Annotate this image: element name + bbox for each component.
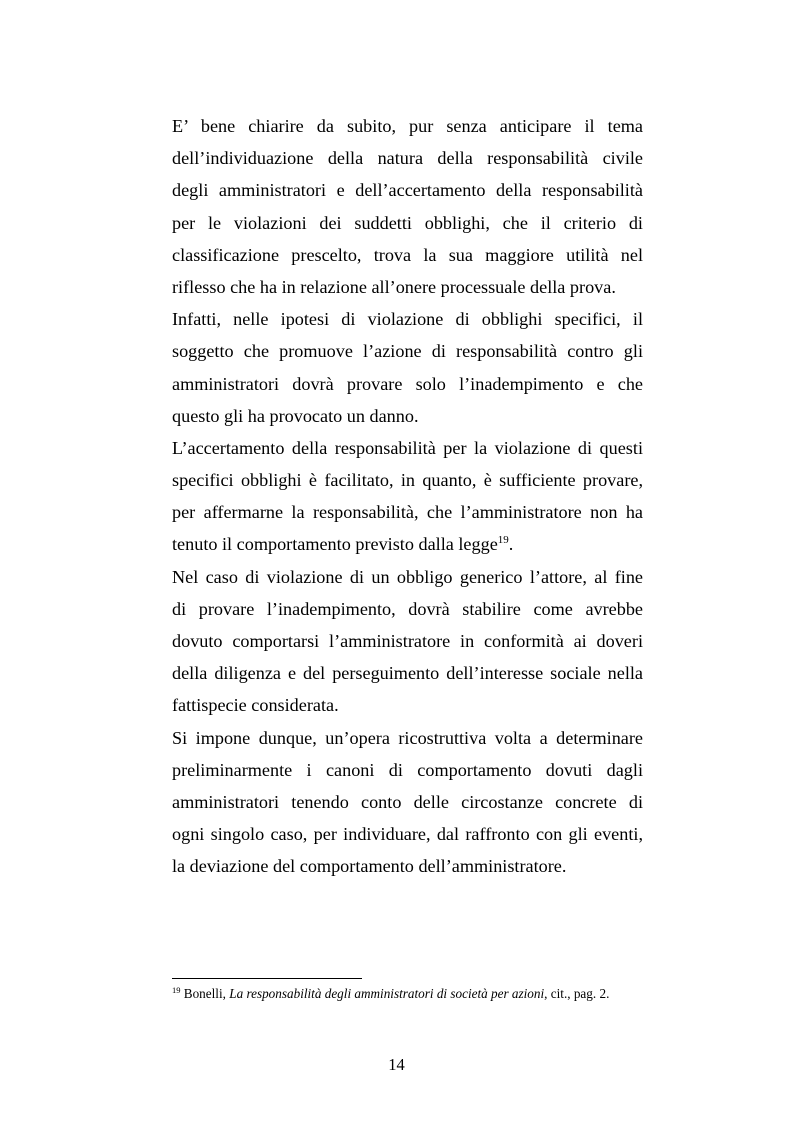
text-line: Infatti, nelle ipotesi di violazione di obblighi specifici, il [172, 309, 643, 330]
footnote-citation: , cit., pag. 2. [544, 986, 610, 1001]
text-line: la deviazione del comportamento dell’amministratore. [172, 856, 567, 877]
text-line: ogni singolo caso, per individuare, dal raffronto con gli eventi, [172, 824, 643, 845]
text-line-punctuation: . [508, 534, 514, 555]
text-line [172, 528, 643, 560]
paragraph-2 [172, 303, 643, 432]
text-line: amministratori tenendo conto delle circostanze concrete di [172, 791, 643, 812]
text-line-content: tenuto il comportamento previsto dalla legge [172, 534, 498, 555]
text-line: per affermarne la responsabilità, che l’amministratore non ha [172, 502, 643, 523]
text-line: Nel caso di violazione di un obbligo generico l’attore, al fine [172, 566, 643, 587]
text-line: della diligenza e del perseguimento dell’interesse sociale nella [172, 663, 643, 684]
text-line: E’ bene chiarire da subito, pur senza anticipare il tema [172, 116, 643, 136]
text-line: soggetto che promuove l’azione di responsabilità contro gli [172, 341, 643, 362]
text-line: L’accertamento della responsabilità per la violazione di questi [172, 437, 643, 458]
text-line: degli amministratori e dell’accertamento della responsabilità [172, 180, 643, 201]
text-line: fattispecie considerata. [172, 695, 339, 716]
footnote-separator [172, 978, 362, 979]
footnote-reference[interactable]: 19 [497, 534, 509, 547]
page-number: 14 [388, 1055, 405, 1074]
footnote-author: Bonelli, [183, 986, 230, 1001]
text-line: riflesso che ha in relazione all’onere processuale della prova. [172, 276, 616, 297]
text-line: Si impone dunque, un’opera ricostruttiva volta a determinare [172, 727, 643, 748]
footnote-title: La responsabilità degli amministratori di società per azioni [229, 986, 545, 1001]
text-line: di provare l’inadempimento, dovrà stabilire come avrebbe [172, 598, 643, 619]
body-text [172, 110, 643, 883]
paragraph-3 [172, 432, 643, 561]
text-line: preliminarmente i canoni di comportamento dovuti dagli [172, 759, 643, 780]
footnote-19 [172, 985, 652, 1003]
footnote-number: 19 [172, 985, 181, 995]
text-line: dovuto comportarsi l’amministratore in conformità ai doveri [172, 631, 643, 651]
text-line: dell’individuazione della natura della responsabilità civile [172, 148, 643, 169]
paragraph-4 [172, 561, 643, 722]
text-line: specifici obblighi è facilitato, in quanto, è sufficiente provare, [172, 470, 643, 491]
text-line: amministratori dovrà provare solo l’inadempimento e che [172, 373, 643, 394]
text-line: questo gli ha provocato un danno. [172, 405, 419, 426]
paragraph-5 [172, 722, 643, 883]
text-line: classificazione prescelto, trova la sua maggiore utilità nel [172, 244, 643, 265]
paragraph-1 [172, 110, 643, 303]
text-line: per le violazioni dei suddetti obblighi, che il criterio di [172, 212, 643, 233]
